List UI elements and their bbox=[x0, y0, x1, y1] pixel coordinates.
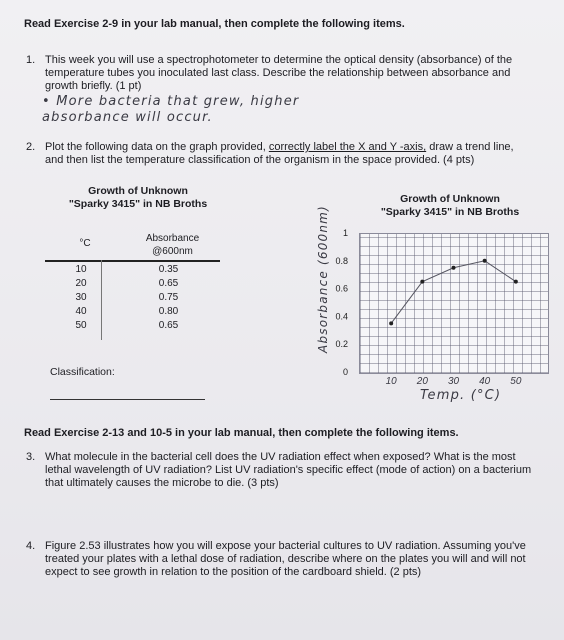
table-cell-temp: 40 bbox=[75, 305, 87, 317]
classification-label: Classification: bbox=[50, 366, 115, 378]
table-cell-absorbance: 0.80 bbox=[158, 305, 179, 317]
q2-line-1-underlined: correctly label the X and Y -axis, bbox=[268, 141, 427, 153]
x-axis-handwritten-label: Temp. (°C) bbox=[420, 388, 502, 403]
trend-line bbox=[391, 261, 516, 324]
table-header-temp: °C bbox=[79, 238, 91, 249]
x-tick-label: 20 bbox=[416, 376, 428, 387]
y-tick-labels bbox=[335, 228, 348, 377]
table-cell-absorbance: 0.35 bbox=[158, 263, 179, 275]
y-tick-label: 0.4 bbox=[335, 311, 348, 322]
q2-line-1-part-a: Plot the following data on the graph provided, bbox=[45, 141, 269, 153]
instruction-heading-2: Read Exercise 2-13 and 10-5 in your lab manual, then complete the following items. bbox=[24, 427, 459, 439]
q4-line-1: Figure 2.53 illustrates how you will expose your bacterial cultures to UV radiation. Assuming you've bbox=[45, 540, 526, 552]
data-point bbox=[452, 266, 456, 270]
q4-text bbox=[45, 540, 560, 579]
table-cell-absorbance: 0.75 bbox=[158, 291, 179, 303]
q2-number: 2. bbox=[26, 141, 36, 153]
data-point bbox=[483, 259, 487, 263]
q1-number: 1. bbox=[26, 54, 36, 66]
q3-text bbox=[45, 451, 560, 490]
q4-line-3: expect to see growth in relation to the position of the cardboard shield. (2 pts) bbox=[45, 566, 422, 578]
q3-line-1: What molecule in the bacterial cell does the UV radiation effect when exposed? What is the most bbox=[45, 451, 516, 463]
q1-line-1: This week you will use a spectrophotometer to determine the optical density (absorbance) of the bbox=[45, 54, 513, 66]
x-tick-label: 40 bbox=[479, 376, 491, 387]
y-tick-label: 0.2 bbox=[335, 339, 348, 350]
y-tick-label: 0.6 bbox=[335, 283, 348, 294]
q2-line-1-part-c: draw a trend line, bbox=[426, 141, 514, 153]
q1-line-2: temperature tubes you inoculated last class. Describe the relationship between absorbance and bbox=[45, 67, 511, 79]
table-cell-temp: 10 bbox=[75, 263, 87, 275]
table-header-abs-line-1: Absorbance bbox=[145, 233, 200, 244]
x-tick-labels bbox=[386, 376, 522, 387]
table-cell-temp: 50 bbox=[75, 319, 87, 331]
x-tick-label: 50 bbox=[510, 376, 522, 387]
q3-line-2: lethal wavelength of UV radiation? List UV radiation's specific effect (mode of action) on a bacterium bbox=[45, 464, 532, 476]
q4-line-2: treated your plates with a lethal dose of radiation, describe where on the plates you will and will not bbox=[45, 553, 526, 565]
y-tick-label: 1 bbox=[342, 228, 348, 238]
table-title-line-2: "Sparky 3415" in NB Broths bbox=[68, 198, 208, 210]
x-tick-label: 10 bbox=[385, 376, 397, 387]
table-title-line-1: Growth of Unknown bbox=[88, 185, 188, 197]
table-cell-temp: 20 bbox=[75, 277, 87, 289]
q2-line-2: and then list the temperature classification of the organism in the space provided. (4 pts) bbox=[45, 154, 475, 166]
q1-handwritten-answer-line-1: • More bacteria that grew, higher bbox=[42, 94, 300, 109]
table-cell-temp: 30 bbox=[75, 291, 87, 303]
y-tick-label: 0 bbox=[342, 367, 348, 377]
y-tick-label: 0.8 bbox=[335, 255, 348, 266]
chart-title-line-2: "Sparky 3415" in NB Broths bbox=[380, 206, 520, 218]
table-header-abs-line-2: @600nm bbox=[152, 246, 193, 257]
q4-number: 4. bbox=[26, 540, 36, 552]
data-point bbox=[514, 280, 518, 284]
data-point bbox=[389, 321, 393, 325]
y-axis-handwritten-label: Absorbance (600nm) bbox=[316, 205, 330, 353]
data-series bbox=[389, 259, 518, 326]
q3-line-3: that ultimately causes the microbe to die. (3 pts) bbox=[45, 477, 279, 489]
q1-line-3: growth briefly. (1 pt) bbox=[45, 80, 142, 92]
x-tick-label: 30 bbox=[447, 376, 460, 387]
table-cell-absorbance: 0.65 bbox=[158, 277, 179, 289]
q1-handwritten-answer-line-2: absorbance will occur. bbox=[42, 110, 213, 125]
data-point bbox=[420, 280, 424, 284]
q3-number: 3. bbox=[26, 451, 36, 463]
chart-title-line-1: Growth of Unknown bbox=[400, 193, 500, 205]
instruction-heading-1: Read Exercise 2-9 in your lab manual, then complete the following items. bbox=[24, 18, 405, 30]
table-cell-absorbance: 0.65 bbox=[158, 319, 179, 331]
